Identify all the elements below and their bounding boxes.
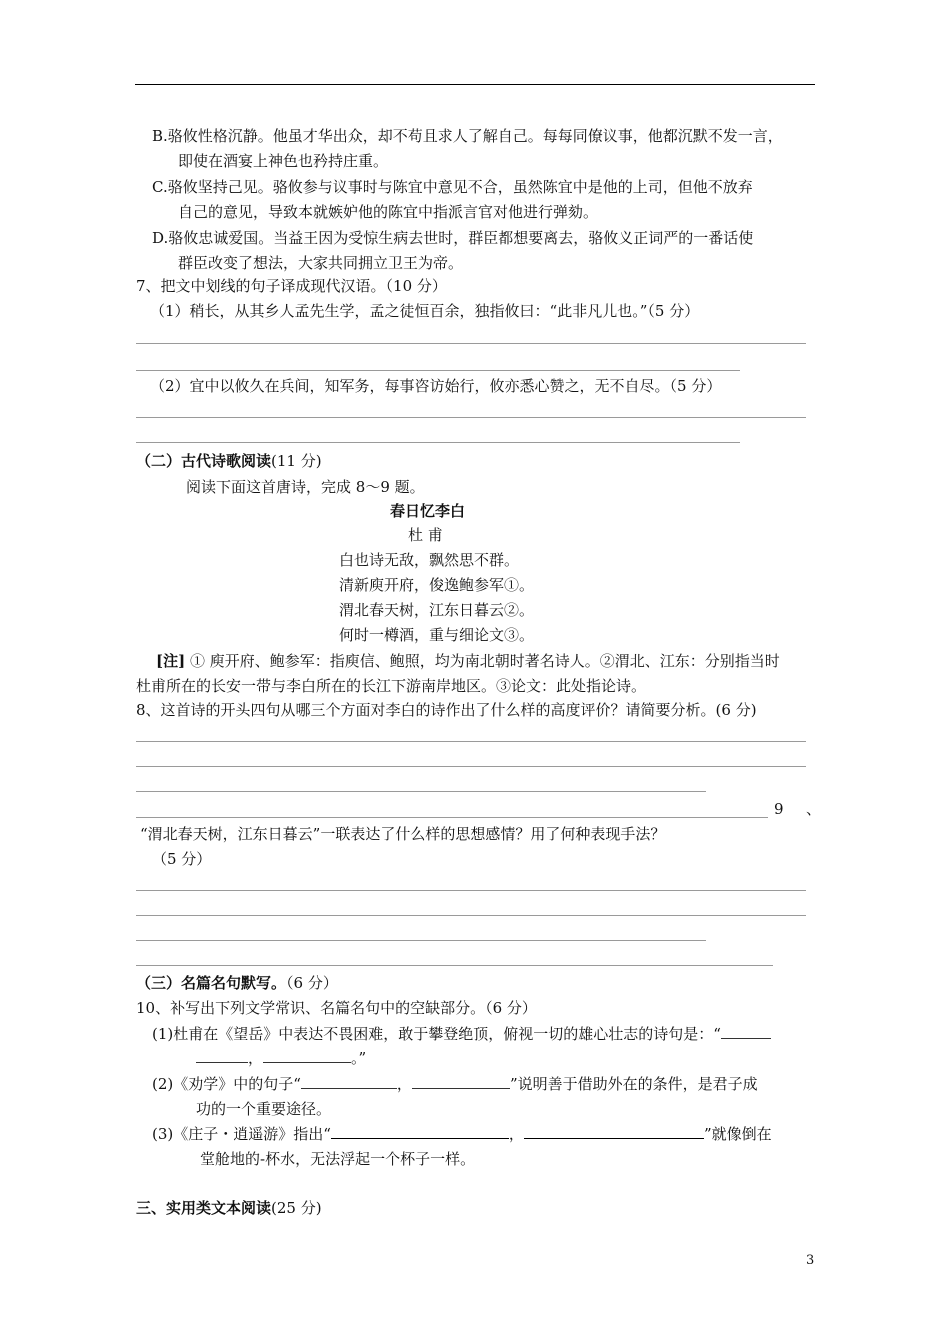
q10-item-2-text: (2)《劝学》中的句子“ bbox=[152, 1075, 301, 1093]
answer-line[interactable] bbox=[136, 817, 768, 818]
q10-item-3-cont: 堂舱地的-杯水，无法浮起一个杯子一样。 bbox=[200, 1150, 476, 1168]
page-number: 3 bbox=[806, 1253, 815, 1268]
poem-line: 清新庾开府，俊逸鲍参军①。 bbox=[339, 576, 535, 594]
answer-line[interactable] bbox=[136, 741, 806, 742]
dictation-heading-text: （三）名篇名句默写。 bbox=[136, 974, 287, 992]
answer-line[interactable] bbox=[136, 890, 806, 891]
header-rule bbox=[135, 84, 815, 85]
q10-item-2 bbox=[152, 1073, 758, 1095]
q10-item-2-cont: 功的一个重要途径。 bbox=[196, 1100, 332, 1118]
poem-line: 渭北春天树，江东日暮云②。 bbox=[339, 601, 535, 619]
q10-stem: 10、补写出下列文学常识、名篇名句中的空缺部分。（6 分） bbox=[136, 999, 537, 1017]
answer-line[interactable] bbox=[136, 915, 806, 916]
poem-line: 何时一樽酒，重与细论文③。 bbox=[339, 626, 535, 644]
answer-line[interactable] bbox=[136, 965, 773, 966]
poetry-intro: 阅读下面这首唐诗，完成 8～9 题。 bbox=[186, 478, 425, 496]
poetry-heading-score: (11 分) bbox=[271, 452, 322, 470]
q10-item-1-end: 。” bbox=[351, 1049, 367, 1067]
poem-title: 春日忆李白 bbox=[390, 502, 466, 520]
poem-line: 白也诗无敌，飘然思不群。 bbox=[339, 551, 520, 569]
q8-stem: 8、这首诗的开头四句从哪三个方面对李白的诗作出了什么样的高度评价？请简要分析。(6 分) bbox=[136, 701, 757, 719]
fill-blank[interactable] bbox=[263, 1047, 351, 1063]
dictation-heading bbox=[136, 972, 338, 994]
answer-line[interactable] bbox=[136, 442, 740, 443]
q10-item-3-text: (3)《庄子・逍遥游》指出“ bbox=[152, 1125, 331, 1143]
q10-item-1-comma: ， bbox=[248, 1049, 264, 1067]
q9-separator: 、 bbox=[806, 800, 822, 818]
answer-line[interactable] bbox=[136, 940, 706, 941]
dictation-heading-score: （6 分） bbox=[286, 974, 338, 992]
q7-stem: 7、把文中划线的句子译成现代汉语。（10 分） bbox=[136, 277, 447, 295]
fill-blank[interactable] bbox=[524, 1123, 704, 1139]
q10-item-1-cont bbox=[196, 1047, 366, 1069]
section-3-heading-text: 三、实用类文本阅读 bbox=[136, 1199, 272, 1217]
q9-number: 9 bbox=[774, 800, 784, 818]
q6-option-d: D.骆攸忠诚爱国。当益王因为受惊生病去世时，群臣都想要离去，骆攸义正词严的一番话使 bbox=[152, 229, 754, 247]
q10-item-2-comma: ， bbox=[396, 1075, 412, 1093]
answer-line[interactable] bbox=[136, 766, 806, 767]
q10-item-3 bbox=[152, 1123, 772, 1145]
q7-sentence-1: （1）稍长，从其乡人孟先生学，孟之徒恒百余，独指攸曰：“此非凡儿也。”（5 分） bbox=[150, 302, 700, 320]
q10-item-2-rest: ”说明善于借助外在的条件，是君子成 bbox=[509, 1075, 758, 1093]
q6-option-b-cont: 即使在酒宴上神色也矜持庄重。 bbox=[178, 152, 389, 170]
note-text-1: ① 庾开府、鲍参军：指庾信、鲍照，均为南北朝时著名诗人。②渭北、江东：分别指当时 bbox=[189, 652, 780, 670]
poetry-heading bbox=[136, 450, 322, 472]
fill-blank[interactable] bbox=[301, 1073, 397, 1089]
poem-note-2: 杜甫所在的长安一带与李白所在的长江下游南岸地区。③论文：此处指论诗。 bbox=[136, 677, 647, 695]
q10-item-1 bbox=[152, 1023, 771, 1045]
q10-item-3-comma: ， bbox=[508, 1125, 524, 1143]
fill-blank[interactable] bbox=[331, 1123, 509, 1139]
q6-option-c-cont: 自己的意见，导致本就嫉妒他的陈宜中指派言官对他进行弹劾。 bbox=[178, 203, 599, 221]
poem-author: 杜 甫 bbox=[408, 526, 443, 544]
section-3-score: (25 分) bbox=[271, 1199, 322, 1217]
section-3-heading bbox=[136, 1197, 322, 1219]
note-label: [注] bbox=[156, 652, 186, 670]
q6-option-d-cont: 群臣改变了想法，大家共同拥立卫王为帝。 bbox=[178, 254, 464, 272]
answer-line[interactable] bbox=[136, 370, 740, 371]
q6-option-c: C.骆攸坚持己见。骆攸参与议事时与陈宜中意见不合，虽然陈宜中是他的上司，但他不放弃 bbox=[152, 178, 753, 196]
answer-line[interactable] bbox=[136, 343, 806, 344]
q10-item-3-rest: ”就像倒在 bbox=[703, 1125, 772, 1143]
q9-score: （5 分） bbox=[152, 850, 212, 868]
q9-stem: “渭北春天树，江东日暮云”一联表达了什么样的思想感情？用了何种表现手法？ bbox=[140, 825, 666, 843]
q7-sentence-2: （2）宜中以攸久在兵间，知军务，每事咨访始行，攸亦悉心赞之，无不自尽。（5 分） bbox=[150, 377, 722, 395]
fill-blank[interactable] bbox=[721, 1023, 771, 1039]
poem-note-1 bbox=[156, 650, 780, 672]
fill-blank[interactable] bbox=[412, 1073, 510, 1089]
answer-line[interactable] bbox=[136, 417, 806, 418]
q10-item-1-text: (1)杜甫在《望岳》中表达不畏困难，敢于攀登绝顶，俯视一切的雄心壮志的诗句是：“ bbox=[152, 1025, 721, 1043]
answer-line[interactable] bbox=[136, 791, 706, 792]
poetry-heading-text: （二）古代诗歌阅读 bbox=[136, 452, 272, 470]
fill-blank[interactable] bbox=[196, 1047, 248, 1063]
q6-option-b: B.骆攸性格沉静。他虽才华出众，却不苟且求人了解自己。每每同僚议事，他都沉默不发一言， bbox=[152, 127, 783, 145]
